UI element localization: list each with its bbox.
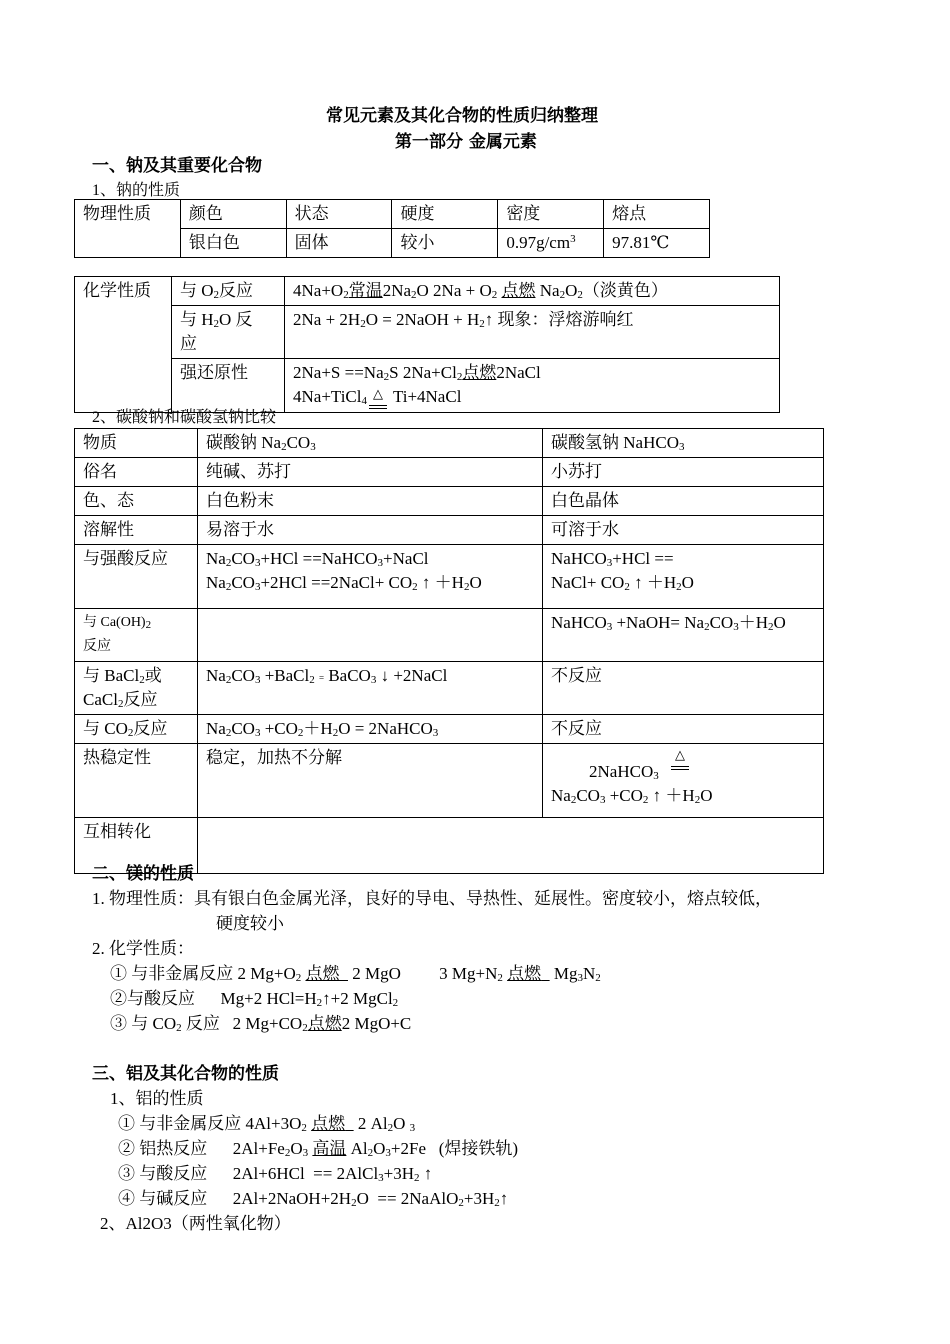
- al-reaction-nonmetal: ① 与非金属反应 $4Al+3O_2$ 点燃 2 $Al_2O$ $_3$: [118, 1114, 416, 1134]
- page-subtitle: 第一部分 金属元素: [395, 132, 537, 152]
- cmp-label-caoh2: 与 $Ca(OH)_2$ 反应: [75, 609, 198, 662]
- cmp-na2co3-co2: $Na_2CO_3 +CO_2+H_2O$ = 2NaHCO$_3$: [198, 715, 543, 744]
- mg-physical-line2: 硬度较小: [216, 914, 284, 933]
- subheading-aluminum-properties: 1、铝的性质: [110, 1089, 204, 1108]
- phys-value-mp: 97.81℃: [604, 229, 710, 258]
- phys-value-state: 固体: [286, 229, 392, 258]
- mg-reaction-co2: ③ 与 $CO_2$ 反应 2 $Mg+CO_2$点燃2 MgO+C: [110, 1014, 412, 1034]
- phys-value-color: 银白色: [180, 229, 286, 258]
- cmp-label-solubility: 溶解性: [75, 516, 198, 545]
- cmp-label-alias: 俗名: [75, 458, 198, 487]
- chem-label-o2: 与 $O_2$反应: [172, 277, 285, 306]
- cmp-nahco3-bacl2: 不反应: [543, 662, 824, 715]
- sodium-chemical-table: [74, 276, 780, 413]
- cmp-nahco3-alias: 小苏打: [543, 458, 824, 487]
- cmp-na2co3-heat: 稳定，加热不分解: [198, 744, 543, 818]
- chem-eq-h2o: $2Na + 2H_2O$ = 2NaOH + $H_2↑$ 现象：浮熔游响红: [285, 306, 780, 359]
- cmp-convert-content: [198, 818, 824, 874]
- cmp-label-convert: 互相转化: [75, 818, 198, 874]
- subheading-al2o3: 2、Al2O3（两性氧化物）: [100, 1214, 291, 1233]
- cmp-na2co3-bacl2: $Na_2CO_3$ +BaCl$_2$ = BaCO$_3$ ↓ +2NaCl: [198, 662, 543, 715]
- chem-label-h2o: 与 $H_2O$ 反 应: [172, 306, 285, 359]
- al-reaction-thermite: ② 铝热反应 $2Al+Fe_2O_3$ 高温 $Al_2O_3+2Fe$ (焊接铁轨): [118, 1139, 519, 1159]
- phys-header-density: 密度: [498, 200, 604, 229]
- phys-header-color: 颜色: [180, 200, 286, 229]
- mg-physical-line1: 1. 物理性质：具有银白色金属光泽，良好的导电、导热性、延展性。密度较小，熔点较低，: [92, 889, 772, 908]
- cmp-nahco3-heat: △ 2NaHCO$_3$ $Na_2CO_3 +CO_2$ ↑ $+H_2O$: [543, 744, 824, 818]
- cmp-na2co3-color: 白色粉末: [198, 487, 543, 516]
- mg-reaction-acid: ②与酸反应 Mg+2 $HCl=H_2↑+2$ MgCl$_2$: [110, 989, 399, 1009]
- mg-chemical-heading: 2. 化学性质：: [92, 939, 194, 958]
- cmp-label-acid: 与强酸反应: [75, 545, 198, 609]
- cmp-header-nahco3: 碳酸氢钠 NaHCO$_3$: [543, 429, 824, 458]
- phys-header-mp: 熔点: [604, 200, 710, 229]
- cmp-nahco3-co2: 不反应: [543, 715, 824, 744]
- phys-value-hardness: 较小: [392, 229, 498, 258]
- subheading-carbonate-compare: 2、碳酸钠和碳酸氢钠比较: [92, 409, 277, 426]
- phys-value-density: $0.97g/cm^3$: [498, 229, 604, 258]
- cmp-header-substance: 物质: [75, 429, 198, 458]
- heat-symbol: △: [367, 385, 389, 410]
- cmp-label-color: 色、态: [75, 487, 198, 516]
- cmp-label-heat: 热稳定性: [75, 744, 198, 818]
- phys-row-header: 物理性质: [75, 200, 181, 258]
- cmp-nahco3-naoh: NaHCO$_3$ +NaOH= $Na_2CO_3+H_2O$: [543, 609, 824, 662]
- cmp-na2co3-caoh2: [198, 609, 543, 662]
- section-heading-sodium: 一、钠及其重要化合物: [92, 156, 262, 176]
- cmp-na2co3-alias: 纯碱、苏打: [198, 458, 543, 487]
- cmp-na2co3-solubility: 易溶于水: [198, 516, 543, 545]
- sodium-physical-table: [74, 199, 710, 258]
- heat-symbol: △: [669, 746, 691, 771]
- chem-eq-reducing: $2Na+S ==Na_2S$ $2Na+Cl_2$点燃2NaCl 4Na+TiCl$_4$ △ Ti+4NaCl: [285, 359, 780, 413]
- section-heading-aluminum: 三、铝及其化合物的性质: [92, 1064, 279, 1084]
- carbonate-compare-table: [74, 428, 824, 874]
- cmp-na2co3-acid: $Na_2CO_3+HCl$ ==NaHCO$_3$+NaCl $Na_2CO_3+2HCl$ ==2NaCl+ $CO_2$ ↑ $+H_2O$: [198, 545, 543, 609]
- chem-label-reducing: 强还原性: [172, 359, 285, 413]
- phys-header-hardness: 硬度: [392, 200, 498, 229]
- cmp-nahco3-solubility: 可溶于水: [543, 516, 824, 545]
- subheading-sodium-properties: 1、钠的性质: [92, 182, 181, 199]
- cmp-nahco3-color: 白色晶体: [543, 487, 824, 516]
- chem-row-header: 化学性质: [75, 277, 172, 413]
- al-reaction-acid: ③ 与酸反应 $2Al+6HCl == 2AlCl_3+3H_2$ ↑: [118, 1164, 433, 1184]
- phys-header-state: 状态: [286, 200, 392, 229]
- page-title: 常见元素及其化合物的性质归纳整理: [326, 106, 598, 126]
- mg-reaction-nonmetal: ① 与非金属反应 2 $Mg+O_2$ 点燃 2 MgO 3 $Mg+N_2$ 点燃 $Mg_3N_2$: [110, 964, 601, 984]
- cmp-nahco3-acid: NaHCO$_3$+HCl == NaCl+ $CO_2$ ↑ $+H_2O$: [543, 545, 824, 609]
- cmp-header-na2co3: 碳酸钠 $Na_2CO_3$: [198, 429, 543, 458]
- chem-eq-o2: $4Na+O_2$常温$2Na_2O$ $2Na + O_2$ 点燃 $Na_2O_2$（淡黄色）: [285, 277, 780, 306]
- cmp-label-co2: 与 $CO_2$反应: [75, 715, 198, 744]
- cmp-label-bacl2: 与 BaCl$_2$或 CaCl$_2$反应: [75, 662, 198, 715]
- section-heading-magnesium: 二、镁的性质: [92, 864, 194, 884]
- al-reaction-base: ④ 与碱反应 $2Al+2NaOH+2H_2O$ == $2NaAlO_2+3H_2↑$: [118, 1189, 509, 1209]
